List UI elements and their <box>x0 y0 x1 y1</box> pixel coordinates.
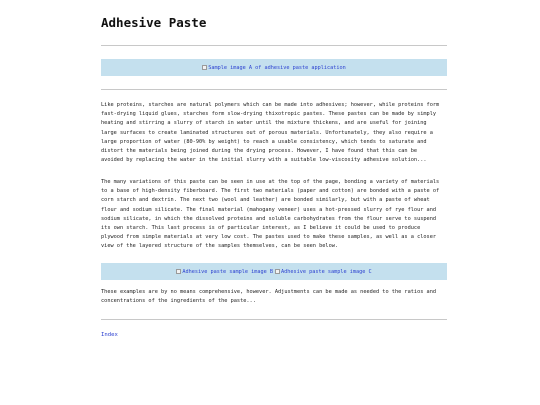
image-banner-middle <box>101 263 447 280</box>
paragraph-closing: These examples are by no means comprehensive, however. Adjustments can be made as needed to the ratios and concentrations of the ingredients of the paste... <box>101 289 437 305</box>
sample-image-c-link[interactable] <box>275 269 372 275</box>
sample-image-b-link[interactable] <box>176 269 273 275</box>
sample-image-c-alt: Adhesive paste sample image C <box>281 268 372 275</box>
divider-after-banner <box>101 89 447 90</box>
broken-image-icon <box>176 269 181 274</box>
broken-image-icon <box>275 269 280 274</box>
sample-image-a-link[interactable] <box>202 65 345 71</box>
divider-bottom <box>101 319 447 320</box>
sample-image-b-alt: Adhesive paste sample image B <box>182 268 273 275</box>
paragraph-intro: Like proteins, starches are natural polymers which can be made into adhesives; however, while proteins form fast-drying liquid glues, starches form slow-drying thixotropic pastes. These pastes can be made by simply heating and stirring a slurry of starch in water until the mixture thickens, and are useful for joining large surfaces to create laminated structures out of porous materials. Unfortunately, they also require a large proportion of water (80-90% by weight) to reach a usable consistency, which tends to saturate and distort the materials being joined during the drying process. However, I have found that this can be avoided by replacing the water in the initial slurry with a suitable low-viscosity adhesive solution... <box>101 102 440 164</box>
paragraph-variations: The many variations of this paste can be seen in use at the top of the page, bonding a variety of materials to a base of high-density fiberboard. The first two materials (paper and cotton) are bonded with a paste of corn starch and dextrin. The next two (wool and leather) are bonded similarly, but with a paste of wheat flour and sodium silicate. The final material (mahogany veneer) uses a hot-pressed slurry of rye flour and sodium silicate, in which the dissolved proteins and soluble carbohydrates from the flour serve to suspend its own starch. This last process is of particular interest, as I believe it could be used to produce plywood from simple materials at very low cost. The pastes used to make these samples, as well as a closer view of the layered structure of the samples themselves, can be seen below. <box>101 179 440 250</box>
page-title: Adhesive Paste <box>101 15 207 30</box>
divider-top <box>101 45 447 46</box>
broken-image-icon <box>202 65 207 70</box>
sample-image-a-alt: Sample image A of adhesive paste application <box>208 64 346 71</box>
index-link[interactable]: Index <box>101 332 118 338</box>
image-banner-top <box>101 59 447 76</box>
